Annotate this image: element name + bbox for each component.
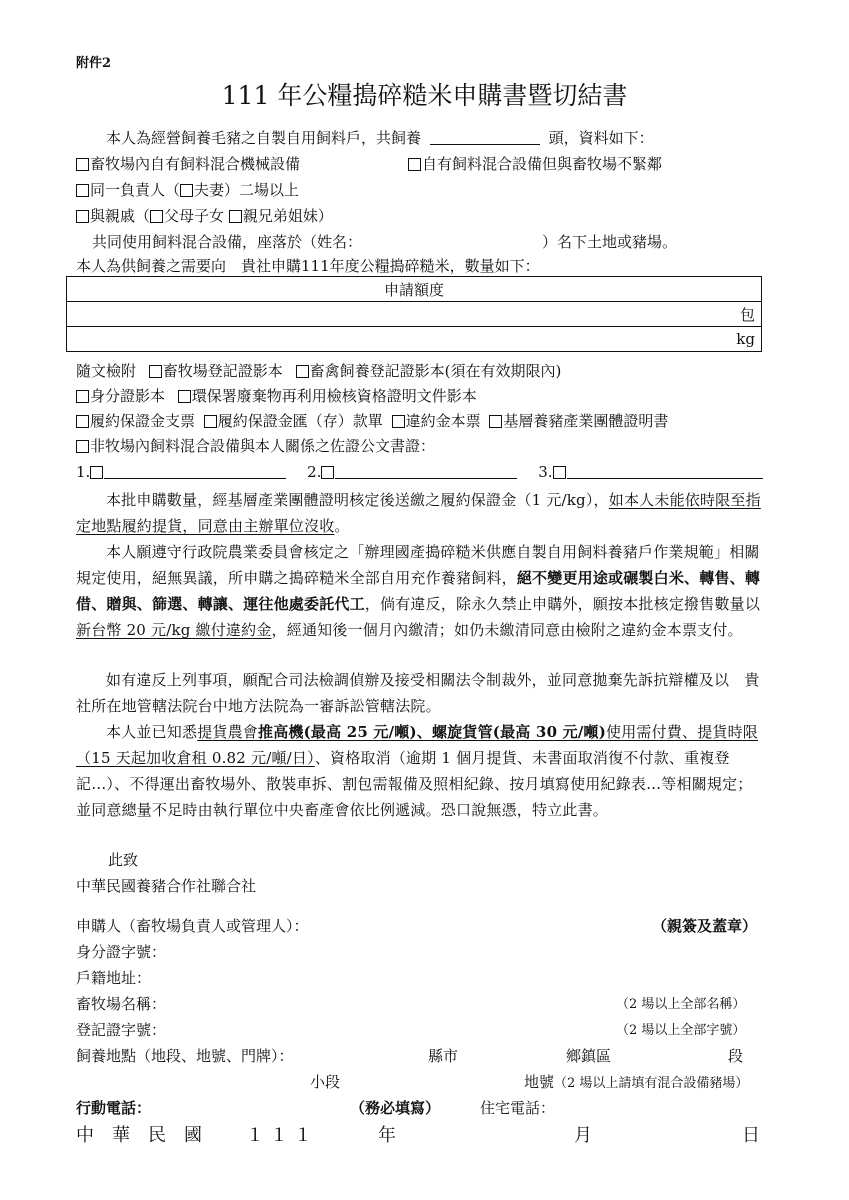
deposit-forfeit-text: 如本人未能依時限至指定地點履約提貨，同意由主辦單位沒收 — [76, 491, 761, 535]
compliance-penalty-amount: 新台幣 20 元/kg 繳付違約金 — [76, 621, 272, 639]
fees-pickup-deadline: 使用需付費、提貨時限（15 天起加收倉租 0.82 元/噸/日） — [76, 723, 759, 767]
fees-farmers-assoc: 提貨農會 — [197, 723, 259, 741]
compliance-payment-text: ，經通知後一個月內繳清；如仍未繳清同意由檢附之違約金本票支付。 — [271, 621, 743, 639]
quota-bags-cell[interactable] — [67, 302, 762, 327]
township-label: 鄉鎮區 — [566, 1047, 612, 1065]
attachments-row-3 — [76, 411, 668, 431]
attach-association-cert-label: 基層養豬產業團體證明書 — [503, 412, 669, 430]
request-line: 本人為供飼養之需要向 貴社申購111年度公糧搗碎糙米，數量如下： — [76, 257, 540, 275]
option-separate-mixer-checkbox[interactable] — [408, 158, 421, 171]
option-own-mixer-checkbox[interactable] — [76, 158, 89, 171]
option-separate-mixer — [408, 154, 662, 174]
county-label: 縣市 — [428, 1047, 459, 1065]
farm-name-label: 畜牧場名稱： — [76, 995, 167, 1013]
attach-farm-registration-checkbox[interactable] — [149, 365, 162, 378]
lot-text: 地號 — [524, 1073, 555, 1091]
proof-2-checkbox[interactable] — [321, 466, 334, 479]
attach-deposit-remittance-label: 履約保證金匯（存）款單 — [217, 412, 383, 430]
attach-id-card-checkbox[interactable] — [76, 390, 89, 403]
proof-3-checkbox[interactable] — [553, 466, 566, 479]
proof-2-number: 2. — [307, 463, 322, 481]
proof-2-field[interactable] — [335, 464, 517, 479]
fees-lead: 本人並已知悉 — [106, 723, 198, 741]
attach-livestock-registration-label: 畜禽飼養登記證影本(須在有效期限內) — [309, 362, 562, 380]
intro-pre: 本人為經營飼養毛豬之自製自用飼料戶，共飼養 — [106, 129, 422, 147]
attachments-row-4 — [76, 436, 435, 456]
attach-penalty-note-checkbox[interactable] — [392, 415, 405, 428]
intro-line — [106, 128, 654, 148]
shared-line-post: ）名下土地或豬場。 — [542, 233, 678, 251]
date-day: 日 — [742, 1125, 760, 1146]
location-label: 飼養地點（地段、地號、門牌）： — [76, 1047, 294, 1065]
proof-3-number: 3. — [538, 463, 553, 481]
recipient-org: 中華民國養豬合作社聯合社 — [76, 877, 257, 895]
option-same-owner-checkbox[interactable] — [76, 184, 89, 197]
option-relatives — [76, 206, 333, 226]
date-era: 中 華 民 國 — [76, 1125, 202, 1146]
lot-label — [524, 1072, 748, 1093]
proof-1-field[interactable] — [104, 464, 286, 479]
attach-relationship-proof-checkbox[interactable] — [76, 440, 89, 453]
jurisdiction-paragraph — [76, 667, 766, 719]
deposit-text: 本批申購數量，經基層產業團體證明核定後送繳之履約保證金（1 元/kg）， — [106, 491, 609, 509]
intro-post: 頭，資料如下： — [548, 129, 654, 147]
unit-kg: kg — [736, 330, 755, 348]
fees-equipment: 推高機(最高 25 元/噸)、螺旋貨管(最高 30 元/噸) — [258, 723, 606, 741]
proof-3-field[interactable] — [567, 464, 763, 479]
quota-table — [66, 276, 762, 352]
unit-bag: 包 — [739, 305, 755, 324]
attach-id-card-label: 身分證影本 — [90, 387, 166, 405]
option-relatives-label: 與親戚（ — [90, 207, 151, 225]
quota-kg-cell[interactable] — [67, 327, 762, 352]
deposit-paragraph — [76, 487, 766, 539]
applicant-label: 申購人（畜牧場負責人或管理人）： — [76, 917, 309, 935]
deposit-end: 。 — [334, 517, 350, 535]
farm-name-note: （2 場以上全部名稱） — [616, 997, 746, 1012]
attach-deposit-check-checkbox[interactable] — [76, 415, 89, 428]
compliance-text: 本人願遵守行政院農業委員會核定之「辦理國產搗碎糙米供應自製自用飼料養豬戶作業規範」相關規定使用，絕無異議，所申購之搗碎糙米全部自用充作養豬飼料， — [76, 543, 760, 587]
compliance-penalty-text: ，倘有違反，除永久禁止申購外，願按本批核定撥售數量以 — [364, 595, 761, 613]
attach-epa-document-label: 環保署廢棄物再利用檢核資格證明文件影本 — [191, 387, 477, 405]
attach-farm-registration-label: 畜牧場登記證影本 — [162, 362, 283, 380]
shared-equipment-line — [92, 232, 677, 252]
option-own-mixer — [76, 154, 300, 174]
option-same-owner-label: 同一負責人（ — [90, 181, 181, 199]
option-siblings-label: 親兄弟姐妹） — [242, 207, 333, 225]
option-siblings-checkbox[interactable] — [229, 210, 242, 223]
fees-paragraph — [76, 719, 766, 823]
id-number-label: 身分證字號： — [76, 943, 167, 961]
shared-line-pre: 共同使用飼料混合設備，座落於（姓名： — [92, 233, 363, 251]
option-spouse-checkbox[interactable] — [180, 184, 193, 197]
attachment-label: 附件2 — [76, 56, 112, 71]
attach-association-cert-checkbox[interactable] — [489, 415, 502, 428]
attach-livestock-registration-checkbox[interactable] — [296, 365, 309, 378]
attachments-lead: 隨文檢附 — [76, 362, 137, 380]
option-parent-child-label: 父母子女 — [164, 207, 225, 225]
page-title: 111 年公糧搗碎糙米申購書暨切結書 — [221, 81, 628, 110]
option-separate-mixer-label: 自有飼料混合設備但與畜牧場不緊鄰 — [422, 155, 663, 173]
jurisdiction-text: 如有違反上列事項，願配合司法檢調偵辦及接受相關法令制裁外，並同意拋棄先訴抗辯權及以 貴社所在地管轄法院台中地方法院為一審訴訟管轄法院。 — [76, 671, 760, 715]
compliance-paragraph — [76, 539, 766, 643]
proof-1-checkbox[interactable] — [90, 466, 103, 479]
mobile-required-note: （務必填寫） — [350, 1099, 441, 1117]
closing-to: 此致 — [108, 851, 139, 869]
registration-number-label: 登記證字號： — [76, 1021, 167, 1039]
signature-note: （親簽及蓋章） — [652, 917, 758, 935]
attach-deposit-remittance-checkbox[interactable] — [204, 415, 217, 428]
attach-epa-document-checkbox[interactable] — [178, 390, 191, 403]
registration-number-note: （2 場以上全部字號） — [616, 1023, 746, 1038]
option-spouse-label: 夫妻）二場以上 — [194, 181, 300, 199]
option-own-mixer-label: 畜牧場內自有飼料混合機械設備 — [90, 155, 301, 173]
household-address-label: 戶籍地址： — [76, 969, 152, 987]
section-label: 段 — [728, 1047, 744, 1065]
date-month: 月 — [574, 1125, 592, 1146]
home-phone-label: 住宅電話： — [480, 1099, 556, 1117]
hog-count-field[interactable] — [430, 130, 540, 145]
quota-header: 申請額度 — [67, 277, 762, 302]
proof-1-number: 1. — [76, 463, 91, 481]
attach-penalty-note-label: 違約金本票 — [405, 412, 481, 430]
option-parent-child-checkbox[interactable] — [150, 210, 163, 223]
option-same-owner — [76, 180, 299, 200]
subsection-label: 小段 — [310, 1073, 341, 1091]
compliance-prohibited-text: 絕不變更用途或碾製白米、轉售、轉借、贈與、篩選、轉讓、運往他處委託代工 — [76, 569, 761, 613]
mobile-label: 行動電話： — [76, 1099, 152, 1117]
attachments-row-2 — [76, 386, 477, 406]
date-year: 年 — [378, 1125, 396, 1146]
option-relatives-checkbox[interactable] — [76, 210, 89, 223]
lot-note: （2 場以上請填有混合設備豬場） — [554, 1076, 749, 1091]
attach-relationship-proof-label: 非牧場內飼料混合設備與本人關係之佐證公文書證： — [90, 437, 436, 455]
attach-deposit-check-label: 履約保證金支票 — [90, 412, 196, 430]
fees-rules-text: 、資格取消（逾期 1 個月提貨、未書面取消復不付款、重複登記…）、不得運出畜牧場外、散裝車拆、割包需報備及照相紀錄、按月填寫使用紀錄表…等相關規定；並同意總量不足時由執行單位中央畜產會依比例遞減。恐口說無憑，特立此書。 — [76, 749, 753, 819]
proof-documents-row — [76, 462, 763, 482]
date-year-number: １１１ — [246, 1125, 318, 1146]
attachments-row-1 — [76, 361, 561, 381]
